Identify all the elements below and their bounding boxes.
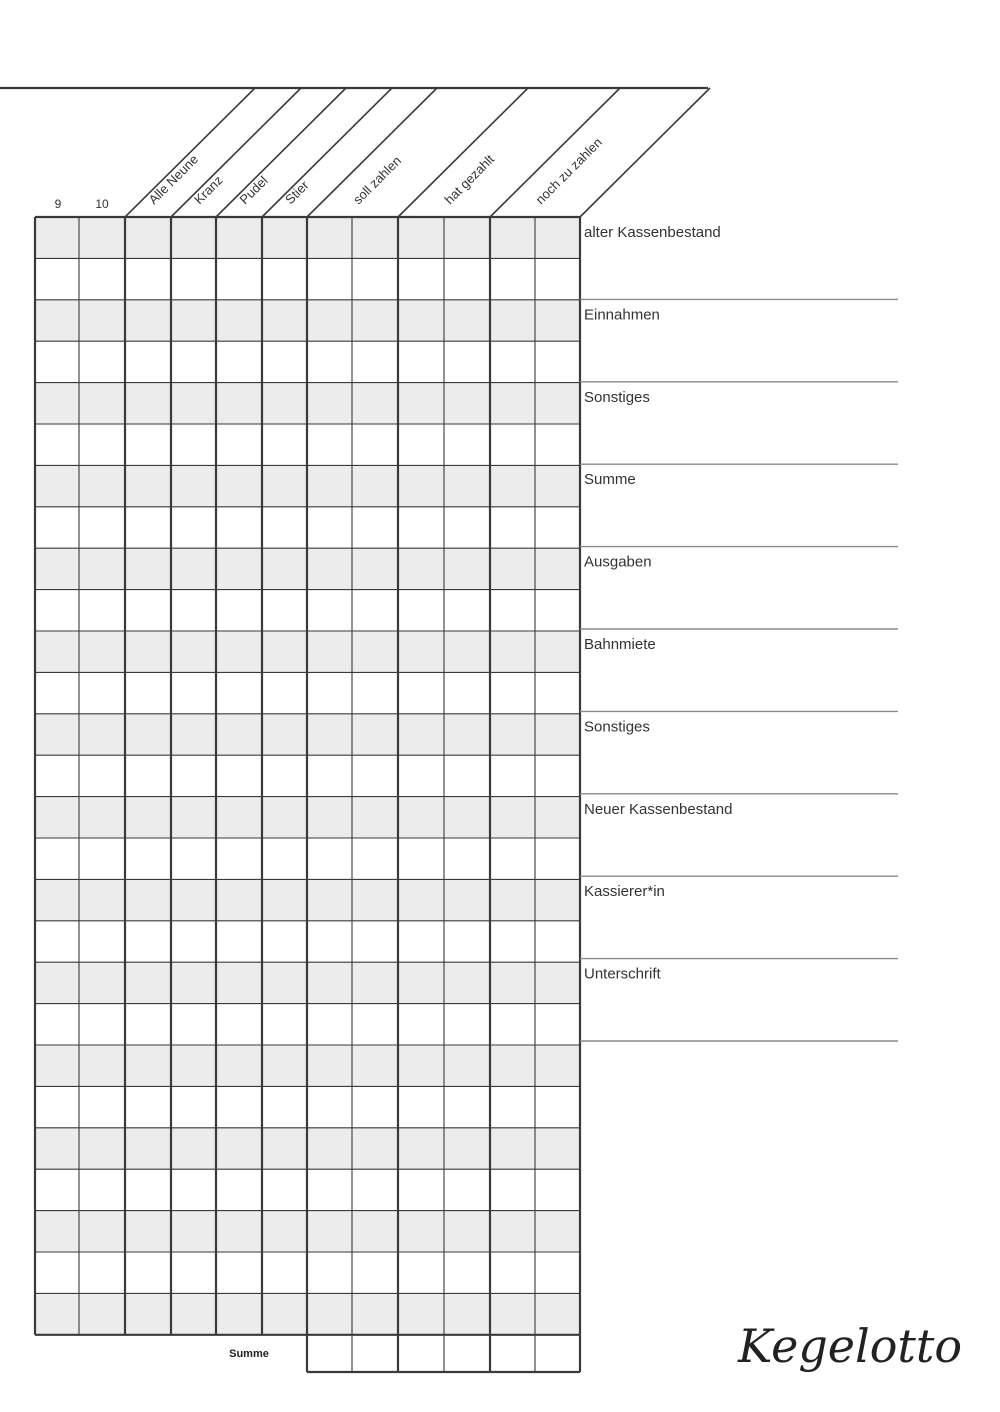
sum-row — [229, 1348, 269, 1360]
category-column-header: hat gezahlt — [441, 151, 498, 208]
ledger-label: alter Kassenbestand — [584, 224, 721, 241]
column-header-10: 10 — [95, 197, 109, 211]
ledger-label: Sonstiges — [584, 388, 650, 406]
ledger-label: Ausgaben — [584, 553, 652, 571]
category-column-header: Kranz — [191, 172, 226, 208]
ledger-label: Summe — [584, 471, 636, 489]
category-column-header: soll zahlen — [350, 153, 405, 208]
column-header-9: 9 — [54, 197, 62, 211]
category-column-header: Pudel — [236, 173, 271, 208]
ledger-label: Einnahmen — [584, 306, 660, 324]
brand-logo: Kegelotto — [738, 1319, 963, 1373]
category-column-header: Alle Neune — [145, 151, 202, 208]
cash-ledger — [580, 224, 898, 1041]
table-header — [0, 88, 710, 217]
sum-label: Summe — [229, 1348, 269, 1360]
ledger-label: Unterschrift — [584, 965, 661, 983]
category-column-header: noch zu zahlen — [532, 134, 605, 208]
ledger-label: Kassierer*in — [584, 883, 665, 901]
ledger-label: Sonstiges — [584, 718, 650, 736]
ledger-label: Bahnmiete — [584, 636, 656, 653]
category-column-header: Stier — [282, 177, 312, 208]
ledger-label: Neuer Kassenbestand — [584, 800, 733, 818]
